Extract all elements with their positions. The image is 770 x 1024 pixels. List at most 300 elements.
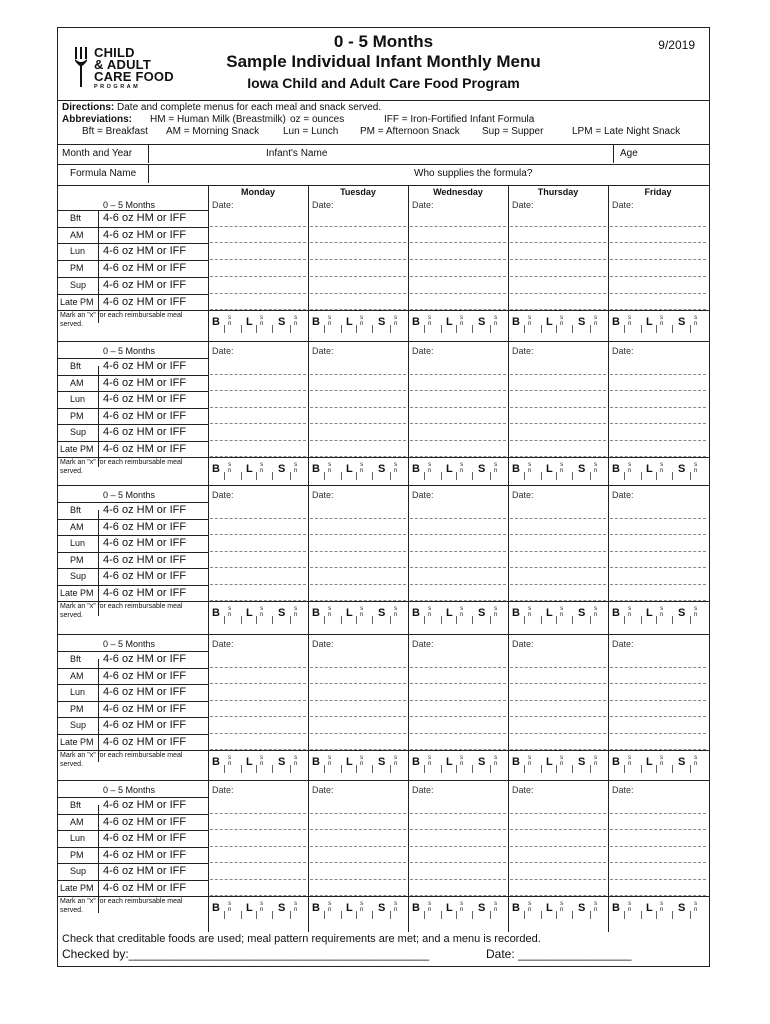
food-item: 4-6 oz HM or IFF xyxy=(103,520,187,533)
day-date-field[interactable]: Date: xyxy=(412,785,434,795)
day-date-field[interactable]: Date: xyxy=(312,490,334,500)
menu-entry-line[interactable] xyxy=(610,551,706,552)
menu-entry-line[interactable] xyxy=(510,667,606,668)
menu-entry-line[interactable] xyxy=(210,813,306,814)
marker-n: n xyxy=(560,612,564,618)
menu-entry-line[interactable] xyxy=(410,226,506,227)
marker-snack xyxy=(494,901,497,913)
marker-n: n xyxy=(294,612,298,618)
menu-entry-line[interactable] xyxy=(310,813,406,814)
menu-entry-line[interactable] xyxy=(210,423,306,424)
meal-label: PM xyxy=(70,554,84,565)
menu-entry-line[interactable] xyxy=(310,423,406,424)
marker-s: s xyxy=(594,606,598,612)
menu-entry-line[interactable] xyxy=(310,829,406,830)
meal-label: Late PM xyxy=(60,736,94,747)
marker-b: B xyxy=(312,316,320,329)
menu-entry-line[interactable] xyxy=(210,879,306,880)
checkbox-divider xyxy=(541,911,542,919)
menu-entry-line[interactable] xyxy=(510,700,606,701)
menu-entry-line[interactable] xyxy=(410,879,506,880)
menu-entry-line[interactable] xyxy=(510,374,606,375)
meal-checkbox-group[interactable] xyxy=(208,460,308,480)
marker-n: n xyxy=(494,761,498,767)
day-date-field[interactable]: Date: xyxy=(612,785,634,795)
menu-entry-line[interactable] xyxy=(310,733,406,734)
checkbox-divider xyxy=(556,616,557,624)
meal-label: Sup xyxy=(70,866,87,876)
menu-entry-line[interactable] xyxy=(310,879,406,880)
menu-entry-line[interactable] xyxy=(210,829,306,830)
meal-label: Sup xyxy=(70,427,87,437)
marker-snack xyxy=(560,901,563,913)
meal-checkbox-group[interactable] xyxy=(508,899,608,919)
marker-n: n xyxy=(560,761,564,767)
marker-n: n xyxy=(428,321,432,328)
day-date-field[interactable]: Date: xyxy=(212,200,234,210)
form-subtitle: Sample Individual Infant Monthly Menu xyxy=(226,52,541,71)
menu-entry-line[interactable] xyxy=(310,407,406,408)
menu-entry-line[interactable] xyxy=(510,813,606,814)
menu-entry-line[interactable] xyxy=(410,584,506,585)
menu-entry-line[interactable] xyxy=(310,551,406,552)
menu-entry-line[interactable] xyxy=(310,667,406,668)
food-item: 4-6 oz HM or IFF xyxy=(103,881,187,894)
checkbox-divider xyxy=(341,472,342,480)
checkbox-divider xyxy=(656,325,657,333)
menu-entry-line[interactable] xyxy=(410,423,506,424)
menu-entry-line[interactable] xyxy=(510,226,606,227)
menu-entry-line[interactable] xyxy=(510,733,606,734)
marker-s_big: S xyxy=(278,607,286,619)
food-item: 4-6 oz HM or IFF xyxy=(103,376,187,389)
menu-entry-line[interactable] xyxy=(210,390,306,391)
menu-entry-line[interactable] xyxy=(610,567,706,568)
menu-entry-line[interactable] xyxy=(510,242,606,243)
food-item: 4-6 oz HM or IFF xyxy=(103,553,187,566)
food-item: 4-6 oz HM or IFF xyxy=(103,295,187,308)
marker-snack xyxy=(694,755,697,767)
mark-instruction: Mark an "x" for each reimbursable meal served. xyxy=(60,312,183,329)
meal-checkbox-group[interactable] xyxy=(208,753,308,773)
menu-entry-line[interactable] xyxy=(410,829,506,830)
menu-entry-line[interactable] xyxy=(410,374,506,375)
age-range-label: 0 – 5 Months xyxy=(103,346,156,356)
checkbox-divider xyxy=(424,325,425,333)
checkbox-divider xyxy=(272,765,273,773)
menu-entry-line[interactable] xyxy=(410,293,506,294)
menu-entry-line[interactable] xyxy=(210,440,306,441)
day-date-field[interactable]: Date: xyxy=(312,785,334,795)
menu-entry-line[interactable] xyxy=(210,293,306,294)
food-item: 4-6 oz HM or IFF xyxy=(103,504,187,516)
menu-entry-line[interactable] xyxy=(210,242,306,243)
food-item: 4-6 oz HM or IFF xyxy=(103,832,187,844)
menu-entry-line[interactable] xyxy=(410,700,506,701)
menu-entry-line[interactable] xyxy=(610,390,706,391)
menu-entry-line[interactable] xyxy=(310,276,406,277)
menu-entry-line[interactable] xyxy=(510,846,606,847)
checkbox-divider xyxy=(224,325,225,333)
marker-s: s xyxy=(660,462,664,468)
marker-snack xyxy=(628,315,631,327)
abbr-pm: PM = Afternoon Snack xyxy=(360,126,460,137)
checkbox-divider xyxy=(290,911,291,919)
checkbox-divider xyxy=(590,325,591,333)
marker-b: B xyxy=(412,463,420,475)
menu-entry-line[interactable] xyxy=(510,879,606,880)
marker-l: L xyxy=(346,463,353,475)
menu-entry-line[interactable] xyxy=(210,584,306,585)
checkbox-divider xyxy=(424,616,425,624)
menu-entry-line[interactable] xyxy=(410,440,506,441)
menu-entry-line[interactable] xyxy=(210,407,306,408)
marker-n: n xyxy=(260,321,264,328)
menu-entry-line[interactable] xyxy=(210,567,306,568)
menu-entry-line[interactable] xyxy=(410,518,506,519)
menu-entry-line[interactable] xyxy=(510,716,606,717)
meal-checkbox-group[interactable] xyxy=(408,753,508,773)
marker-snack xyxy=(594,755,597,767)
marker-snack xyxy=(394,901,397,913)
menu-entry-line[interactable] xyxy=(510,518,606,519)
meal-row-divider xyxy=(58,519,208,520)
menu-entry-line[interactable] xyxy=(410,407,506,408)
meal-checkbox-group[interactable] xyxy=(308,460,408,480)
menu-entry-line[interactable] xyxy=(610,242,706,243)
menu-entry-line[interactable] xyxy=(610,259,706,260)
marker-l: L xyxy=(546,463,553,475)
menu-entry-line[interactable] xyxy=(310,518,406,519)
meal-checkbox-group[interactable] xyxy=(508,604,608,624)
day-date-field[interactable]: Date: xyxy=(512,490,534,500)
menu-entry-line[interactable] xyxy=(210,700,306,701)
marker-s: s xyxy=(494,901,498,907)
meal-checkbox-group[interactable] xyxy=(508,313,608,333)
marker-n: n xyxy=(660,761,664,767)
menu-entry-line[interactable] xyxy=(410,551,506,552)
menu-entry-line[interactable] xyxy=(610,518,706,519)
day-date-field[interactable]: Date: xyxy=(212,346,234,356)
meal-checkbox-group[interactable] xyxy=(208,899,308,919)
marker-b: B xyxy=(512,902,520,914)
meal-label: Lun xyxy=(70,246,86,257)
meal-checkbox-group[interactable] xyxy=(208,313,308,333)
day-date-field[interactable]: Date: xyxy=(412,200,434,210)
marker-n: n xyxy=(260,612,264,618)
menu-entry-line[interactable] xyxy=(610,683,706,684)
menu-entry-line[interactable] xyxy=(510,259,606,260)
menu-entry-line[interactable] xyxy=(610,226,706,227)
food-item: 4-6 oz HM or IFF xyxy=(103,799,187,811)
checkbox-divider xyxy=(590,472,591,480)
marker-s: s xyxy=(260,315,264,322)
day-date-field[interactable]: Date: xyxy=(512,639,534,649)
marker-b: B xyxy=(312,902,320,914)
marker-n: n xyxy=(228,468,232,474)
menu-entry-line[interactable] xyxy=(210,716,306,717)
meal-checkbox-group[interactable] xyxy=(608,753,708,773)
menu-entry-line[interactable] xyxy=(610,813,706,814)
menu-entry-line[interactable] xyxy=(610,534,706,535)
menu-entry-line[interactable] xyxy=(510,276,606,277)
menu-entry-line[interactable] xyxy=(610,440,706,441)
menu-entry-line[interactable] xyxy=(610,407,706,408)
marker-s_big: S xyxy=(478,463,486,475)
menu-entry-line[interactable] xyxy=(610,862,706,863)
meal-row-divider xyxy=(58,391,208,392)
marker-s: s xyxy=(394,901,398,907)
menu-entry-line[interactable] xyxy=(410,667,506,668)
marker-snack xyxy=(460,315,463,327)
meal-checkbox-group[interactable] xyxy=(608,899,708,919)
meal-checkbox-group[interactable] xyxy=(308,753,408,773)
menu-entry-line[interactable] xyxy=(210,374,306,375)
checkbox-divider xyxy=(541,325,542,333)
marker-snack xyxy=(628,606,631,618)
menu-entry-line[interactable] xyxy=(210,259,306,260)
day-date-field[interactable]: Date: xyxy=(612,346,634,356)
menu-entry-line[interactable] xyxy=(510,567,606,568)
menu-entry-line[interactable] xyxy=(210,534,306,535)
menu-entry-line[interactable] xyxy=(410,862,506,863)
day-date-field[interactable]: Date: xyxy=(512,785,534,795)
menu-entry-line[interactable] xyxy=(510,390,606,391)
marker-n: n xyxy=(528,468,532,474)
marker-n: n xyxy=(660,612,664,618)
meal-checkbox-group[interactable] xyxy=(408,460,508,480)
menu-entry-line[interactable] xyxy=(610,293,706,294)
age-range-label: 0 – 5 Months xyxy=(103,785,156,795)
meal-label: PM xyxy=(70,849,84,860)
checked-date-field[interactable]: Date: _________________ xyxy=(486,947,632,961)
day-date-field[interactable]: Date: xyxy=(212,785,234,795)
meal-row-divider xyxy=(58,424,208,425)
menu-entry-line[interactable] xyxy=(410,716,506,717)
menu-entry-line[interactable] xyxy=(310,534,406,535)
menu-entry-line[interactable] xyxy=(410,276,506,277)
menu-entry-line[interactable] xyxy=(610,716,706,717)
checkbox-divider xyxy=(372,616,373,624)
menu-entry-line[interactable] xyxy=(310,862,406,863)
menu-entry-line[interactable] xyxy=(610,733,706,734)
food-item: 4-6 oz HM or IFF xyxy=(103,653,187,665)
marker-s: s xyxy=(560,315,564,322)
marker-n: n xyxy=(694,468,698,474)
meal-checkbox-group[interactable] xyxy=(408,313,508,333)
meal-checkbox-group[interactable] xyxy=(608,313,708,333)
marker-s_big: S xyxy=(678,902,686,914)
day-date-field[interactable]: Date: xyxy=(512,200,534,210)
menu-entry-line[interactable] xyxy=(310,846,406,847)
marker-b: B xyxy=(512,316,520,329)
marker-snack xyxy=(528,462,531,474)
food-item: 4-6 oz HM or IFF xyxy=(103,393,187,405)
marker-s: s xyxy=(394,606,398,612)
checkbox-divider xyxy=(490,325,491,333)
menu-entry-line[interactable] xyxy=(310,226,406,227)
menu-entry-line[interactable] xyxy=(310,700,406,701)
checkbox-divider xyxy=(524,765,525,773)
week-block xyxy=(58,341,709,486)
menu-entry-line[interactable] xyxy=(610,667,706,668)
marker-s: s xyxy=(294,901,298,907)
checkbox-divider xyxy=(472,616,473,624)
meal-checkbox-group[interactable] xyxy=(308,899,408,919)
day-date-field[interactable]: Date: xyxy=(212,639,234,649)
meal-row-divider xyxy=(58,568,208,569)
marker-s: s xyxy=(228,755,232,761)
meal-checkbox-group[interactable] xyxy=(608,460,708,480)
menu-entry-line[interactable] xyxy=(610,584,706,585)
meal-checkbox-group[interactable] xyxy=(508,460,608,480)
marker-snack xyxy=(494,315,497,327)
checkbox-divider xyxy=(490,765,491,773)
menu-entry-line[interactable] xyxy=(510,423,606,424)
checkbox-divider xyxy=(541,472,542,480)
menu-entry-line[interactable] xyxy=(310,567,406,568)
menu-entry-line[interactable] xyxy=(310,293,406,294)
marker-snack xyxy=(428,462,431,474)
marker-s_big: S xyxy=(478,756,486,768)
marker-snack xyxy=(594,315,597,327)
menu-entry-line[interactable] xyxy=(210,276,306,277)
day-date-field[interactable]: Date: xyxy=(612,639,634,649)
menu-entry-line[interactable] xyxy=(410,242,506,243)
marker-n: n xyxy=(660,321,664,328)
abbr-sup: Sup = Supper xyxy=(482,126,544,137)
menu-entry-line[interactable] xyxy=(510,534,606,535)
checkbox-divider xyxy=(590,616,591,624)
menu-entry-line[interactable] xyxy=(310,584,406,585)
food-item: 4-6 oz HM or IFF xyxy=(103,537,187,549)
menu-entry-line[interactable] xyxy=(310,259,406,260)
menu-entry-line[interactable] xyxy=(510,407,606,408)
logo-line: CARE FOOD xyxy=(94,69,174,84)
marker-b: B xyxy=(412,756,420,768)
menu-entry-line[interactable] xyxy=(410,534,506,535)
menu-entry-line[interactable] xyxy=(410,683,506,684)
marker-n: n xyxy=(628,907,632,913)
checkbox-divider xyxy=(624,325,625,333)
day-date-field[interactable]: Date: xyxy=(412,490,434,500)
menu-entry-line[interactable] xyxy=(610,374,706,375)
marker-n: n xyxy=(428,468,432,474)
day-date-field[interactable]: Date: xyxy=(312,346,334,356)
day-date-field[interactable]: Date: xyxy=(212,490,234,500)
menu-entry-line[interactable] xyxy=(210,667,306,668)
checkbox-divider xyxy=(356,911,357,919)
checkbox-divider xyxy=(224,472,225,480)
menu-entry-line[interactable] xyxy=(510,584,606,585)
menu-entry-line[interactable] xyxy=(310,390,406,391)
marker-s: s xyxy=(294,755,298,761)
day-date-field[interactable]: Date: xyxy=(412,346,434,356)
marker-s_big: S xyxy=(378,463,386,475)
meal-checkbox-group[interactable] xyxy=(308,604,408,624)
meal-checkbox-group[interactable] xyxy=(408,604,508,624)
menu-entry-line[interactable] xyxy=(610,879,706,880)
menu-entry-line[interactable] xyxy=(610,829,706,830)
checkbox-divider xyxy=(324,911,325,919)
abbr-lpm: LPM = Late Night Snack xyxy=(572,126,681,137)
meal-checkbox-group[interactable] xyxy=(508,753,608,773)
meal-checkbox-group[interactable] xyxy=(608,604,708,624)
day-date-field[interactable]: Date: xyxy=(312,200,334,210)
food-item: 4-6 oz HM or IFF xyxy=(103,426,187,438)
menu-entry-line[interactable] xyxy=(510,551,606,552)
menu-entry-line[interactable] xyxy=(310,374,406,375)
menu-entry-line[interactable] xyxy=(610,700,706,701)
menu-entry-line[interactable] xyxy=(310,716,406,717)
menu-entry-line[interactable] xyxy=(510,862,606,863)
menu-entry-line[interactable] xyxy=(210,518,306,519)
checked-by-field[interactable]: Checked by:_____________________________________________ xyxy=(62,947,430,961)
checkbox-divider xyxy=(524,325,525,333)
menu-entry-line[interactable] xyxy=(210,862,306,863)
menu-entry-line[interactable] xyxy=(210,226,306,227)
menu-entry-line[interactable] xyxy=(310,440,406,441)
day-date-field[interactable]: Date: xyxy=(312,639,334,649)
menu-entry-line[interactable] xyxy=(210,846,306,847)
menu-entry-line[interactable] xyxy=(410,390,506,391)
meal-checkbox-group[interactable] xyxy=(208,604,308,624)
menu-entry-line[interactable] xyxy=(510,440,606,441)
marker-s: s xyxy=(428,606,432,612)
checkbox-divider xyxy=(390,911,391,919)
checkbox-divider xyxy=(624,616,625,624)
menu-entry-line[interactable] xyxy=(310,242,406,243)
day-date-field[interactable]: Date: xyxy=(412,639,434,649)
menu-entry-line[interactable] xyxy=(410,567,506,568)
marker-l: L xyxy=(646,463,653,475)
marker-n: n xyxy=(294,761,298,767)
checkbox-divider xyxy=(341,911,342,919)
menu-entry-line[interactable] xyxy=(610,276,706,277)
marker-s: s xyxy=(528,755,532,761)
marker-snack xyxy=(428,315,431,327)
checkbox-divider xyxy=(224,765,225,773)
day-date-field[interactable]: Date: xyxy=(612,490,634,500)
menu-entry-line[interactable] xyxy=(510,829,606,830)
day-date-field[interactable]: Date: xyxy=(512,346,534,356)
menu-entry-line[interactable] xyxy=(610,846,706,847)
menu-entry-line[interactable] xyxy=(410,813,506,814)
menu-entry-line[interactable] xyxy=(210,683,306,684)
menu-entry-line[interactable] xyxy=(210,551,306,552)
meal-checkbox-group[interactable] xyxy=(408,899,508,919)
marker-snack xyxy=(560,755,563,767)
meal-checkbox-group[interactable] xyxy=(308,313,408,333)
marker-l: L xyxy=(546,902,553,914)
abbr-iff: IFF = Iron-Fortified Infant Formula xyxy=(384,114,535,125)
menu-entry-line[interactable] xyxy=(310,683,406,684)
marker-s_big: S xyxy=(578,463,586,475)
food-item: 4-6 oz HM or IFF xyxy=(103,228,187,241)
logo-line: CHILD xyxy=(94,45,135,60)
marker-s: s xyxy=(528,315,532,322)
menu-entry-line[interactable] xyxy=(510,293,606,294)
marker-snack xyxy=(560,315,563,327)
menu-entry-line[interactable] xyxy=(610,423,706,424)
menu-entry-line[interactable] xyxy=(410,733,506,734)
day-date-field[interactable]: Date: xyxy=(612,200,634,210)
menu-entry-line[interactable] xyxy=(510,683,606,684)
menu-entry-line[interactable] xyxy=(410,846,506,847)
menu-entry-line[interactable] xyxy=(210,733,306,734)
menu-entry-line[interactable] xyxy=(410,259,506,260)
meal-label: PM xyxy=(70,703,84,714)
